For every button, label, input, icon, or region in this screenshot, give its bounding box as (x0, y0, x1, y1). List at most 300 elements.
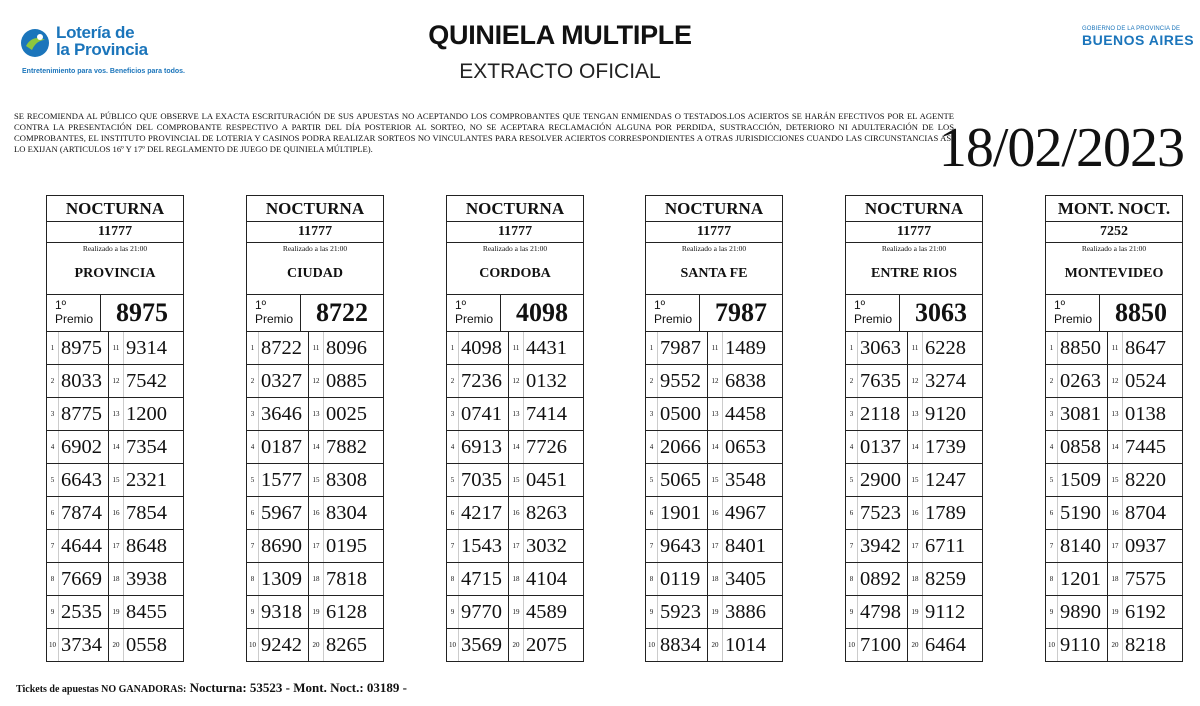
result-number: 7523 (858, 497, 908, 529)
result-number: 8704 (1125, 502, 1166, 524)
first-prize (247, 295, 383, 332)
result-number: 4217 (459, 497, 509, 529)
position-number: 12 (908, 365, 923, 397)
draw-time: Realizado a las 21:00 (881, 244, 947, 253)
position-number: 11 (708, 332, 723, 364)
result-number: 1509 (1058, 464, 1108, 496)
result-number: 0025 (326, 403, 367, 425)
position-number: 8 (47, 563, 59, 595)
position-number: 4 (646, 431, 658, 463)
position-number: 5 (447, 464, 459, 496)
position-number: 16 (509, 497, 524, 529)
position-number: 15 (509, 464, 524, 496)
result-number: 9552 (658, 365, 708, 397)
result-row (846, 629, 982, 661)
result-number: 8722 (259, 332, 309, 364)
result-row (1046, 497, 1182, 530)
draw-name: NOCTURNA (447, 196, 583, 222)
result-number: 7575 (1125, 568, 1166, 590)
result-row (247, 464, 383, 497)
result-number: 0937 (1125, 535, 1166, 557)
position-number: 2 (846, 365, 858, 397)
position-number: 11 (309, 332, 324, 364)
position-number: 13 (509, 398, 524, 430)
draw-number: 11777 (47, 222, 183, 243)
result-row (47, 629, 183, 661)
position-number: 1 (447, 332, 459, 364)
result-number: 0132 (526, 370, 567, 392)
position-number: 13 (708, 398, 723, 430)
position-number: 13 (109, 398, 124, 430)
position-number: 2 (247, 365, 259, 397)
result-number: 2066 (658, 431, 708, 463)
position-number: 18 (109, 563, 124, 595)
result-number: 1247 (925, 469, 966, 491)
result-number: 0119 (658, 563, 708, 595)
result-number: 0451 (526, 469, 567, 491)
position-number: 3 (47, 398, 59, 430)
position-number: 13 (1108, 398, 1123, 430)
result-number: 0524 (1125, 370, 1166, 392)
result-row (1046, 629, 1182, 661)
first-prize-label: 1º Premio (1046, 295, 1100, 331)
position-number: 2 (447, 365, 459, 397)
result-row (247, 596, 383, 629)
position-number: 15 (109, 464, 124, 496)
first-prize (1046, 295, 1182, 332)
draw-number: 11777 (447, 222, 583, 243)
result-row (846, 431, 982, 464)
result-number: 0741 (459, 398, 509, 430)
position-number: 6 (846, 497, 858, 529)
draw-name: NOCTURNA (47, 196, 183, 222)
first-prize-value: 3063 (915, 298, 967, 327)
draw-number: 7252 (1046, 222, 1182, 243)
position-number: 14 (509, 431, 524, 463)
result-number: 3032 (526, 535, 567, 557)
position-number: 7 (646, 530, 658, 562)
result-number: 9112 (925, 601, 966, 623)
position-number: 6 (247, 497, 259, 529)
position-number: 4 (1046, 431, 1058, 463)
result-row (846, 497, 982, 530)
footer (16, 680, 407, 696)
result-number: 3063 (858, 332, 908, 364)
result-number: 5065 (658, 464, 708, 496)
result-number: 0892 (858, 563, 908, 595)
position-number: 1 (247, 332, 259, 364)
draw-time: Realizado a las 21:00 (681, 244, 747, 253)
first-prize-value: 8975 (116, 298, 168, 327)
position-number: 7 (447, 530, 459, 562)
position-number: 8 (447, 563, 459, 595)
result-row (447, 365, 583, 398)
first-prize (846, 295, 982, 332)
result-number: 0187 (259, 431, 309, 463)
position-number: 12 (708, 365, 723, 397)
result-number: 1201 (1058, 563, 1108, 595)
position-number: 18 (1108, 563, 1123, 595)
position-number: 15 (309, 464, 324, 496)
result-number: 8096 (326, 337, 367, 359)
draw-number: 11777 (646, 222, 782, 243)
position-number: 4 (47, 431, 59, 463)
result-number: 3569 (459, 629, 509, 661)
position-number: 9 (646, 596, 658, 628)
results-column (645, 195, 783, 662)
position-number: 7 (846, 530, 858, 562)
result-row (447, 596, 583, 629)
result-number: 4104 (526, 568, 567, 590)
position-number: 18 (908, 563, 923, 595)
result-number: 0263 (1058, 365, 1108, 397)
position-number: 16 (708, 497, 723, 529)
result-row (1046, 398, 1182, 431)
result-row (247, 629, 383, 661)
result-number: 6643 (59, 464, 109, 496)
page-title: QUINIELA MULTIPLE (428, 20, 692, 50)
position-number: 20 (708, 629, 723, 661)
result-row (47, 530, 183, 563)
draw-time: Realizado a las 21:00 (1081, 244, 1147, 253)
result-number: 7100 (858, 629, 908, 661)
position-number: 12 (509, 365, 524, 397)
result-number: 8140 (1058, 530, 1108, 562)
result-number: 8775 (59, 398, 109, 430)
position-number: 2 (47, 365, 59, 397)
position-number: 10 (47, 629, 59, 661)
position-number: 1 (846, 332, 858, 364)
position-number: 7 (47, 530, 59, 562)
first-prize (646, 295, 782, 332)
result-row (646, 596, 782, 629)
result-number: 6913 (459, 431, 509, 463)
result-row (247, 431, 383, 464)
logo-line1: Lotería de (56, 23, 135, 42)
result-row (247, 398, 383, 431)
position-number: 17 (708, 530, 723, 562)
results-column (1045, 195, 1183, 662)
first-prize-value: 8722 (316, 298, 368, 327)
result-row (1046, 563, 1182, 596)
result-row (646, 629, 782, 661)
position-number: 14 (708, 431, 723, 463)
position-number: 11 (109, 332, 124, 364)
first-prize-label: 1º Premio (247, 295, 301, 331)
result-number: 0885 (326, 370, 367, 392)
result-row (1046, 464, 1182, 497)
position-number: 14 (309, 431, 324, 463)
position-number: 20 (1108, 629, 1123, 661)
result-number: 9314 (126, 337, 167, 359)
results-column (246, 195, 384, 662)
result-number: 3938 (126, 568, 167, 590)
result-row (447, 464, 583, 497)
result-row (47, 398, 183, 431)
draw-time: Realizado a las 21:00 (282, 244, 348, 253)
first-prize-label: 1º Premio (646, 295, 700, 331)
result-number: 8401 (725, 535, 766, 557)
result-row (846, 332, 982, 365)
result-number: 0138 (1125, 403, 1166, 425)
first-prize-label: 1º Premio (47, 295, 101, 331)
position-number: 5 (247, 464, 259, 496)
result-number: 6711 (925, 535, 966, 557)
result-number: 3081 (1058, 398, 1108, 430)
result-number: 7854 (126, 502, 167, 524)
result-number: 6902 (59, 431, 109, 463)
result-number: 5967 (259, 497, 309, 529)
first-prize-label: 1º Premio (447, 295, 501, 331)
draw-time: Realizado a las 21:00 (482, 244, 548, 253)
position-number: 18 (708, 563, 723, 595)
position-number: 3 (247, 398, 259, 430)
result-row (447, 530, 583, 563)
position-number: 2 (646, 365, 658, 397)
logo-line2: la Provincia (56, 40, 148, 59)
position-number: 10 (646, 629, 658, 661)
position-number: 9 (846, 596, 858, 628)
position-number: 7 (247, 530, 259, 562)
first-prize-value: 8850 (1115, 298, 1167, 327)
position-number: 1 (646, 332, 658, 364)
position-number: 5 (47, 464, 59, 496)
result-number: 9770 (459, 596, 509, 628)
result-number: 3734 (59, 629, 109, 661)
position-number: 3 (447, 398, 459, 430)
result-row (247, 563, 383, 596)
result-number: 1789 (925, 502, 966, 524)
result-row (447, 332, 583, 365)
draw-name: NOCTURNA (846, 196, 982, 222)
result-number: 6128 (326, 601, 367, 623)
position-number: 16 (1108, 497, 1123, 529)
result-number: 8975 (59, 332, 109, 364)
result-number: 7354 (126, 436, 167, 458)
draw-date: 18/02/2023 (938, 117, 1184, 179)
result-number: 7669 (59, 563, 109, 595)
position-number: 11 (509, 332, 524, 364)
position-number: 8 (247, 563, 259, 595)
result-number: 7035 (459, 464, 509, 496)
logo-tagline: Entretenimiento para vos. Beneficios para todos. (22, 68, 185, 75)
result-row (1046, 596, 1182, 629)
result-row (447, 497, 583, 530)
position-number: 19 (109, 596, 124, 628)
result-number: 0195 (326, 535, 367, 557)
draw-number: 11777 (247, 222, 383, 243)
result-number: 4098 (459, 332, 509, 364)
result-number: 2900 (858, 464, 908, 496)
result-number: 4644 (59, 530, 109, 562)
result-row (47, 497, 183, 530)
jurisdiction-name: CORDOBA (447, 254, 583, 295)
result-number: 3274 (925, 370, 966, 392)
first-prize-value: 4098 (516, 298, 568, 327)
result-number: 4458 (725, 403, 766, 425)
position-number: 18 (309, 563, 324, 595)
result-row (646, 464, 782, 497)
position-number: 16 (309, 497, 324, 529)
result-number: 8455 (126, 601, 167, 623)
jurisdiction-name: SANTA FE (646, 254, 782, 295)
position-number: 17 (109, 530, 124, 562)
position-number: 1 (1046, 332, 1058, 364)
position-number: 6 (447, 497, 459, 529)
result-number: 7874 (59, 497, 109, 529)
result-number: 8690 (259, 530, 309, 562)
position-number: 17 (309, 530, 324, 562)
position-number: 9 (47, 596, 59, 628)
first-prize-value: 7987 (715, 298, 767, 327)
result-row (47, 365, 183, 398)
result-number: 8033 (59, 365, 109, 397)
position-number: 11 (1108, 332, 1123, 364)
result-number: 0653 (725, 436, 766, 458)
position-number: 12 (109, 365, 124, 397)
result-number: 9110 (1058, 629, 1108, 661)
result-number: 1309 (259, 563, 309, 595)
position-number: 19 (1108, 596, 1123, 628)
position-number: 6 (47, 497, 59, 529)
result-number: 7542 (126, 370, 167, 392)
result-number: 8648 (126, 535, 167, 557)
position-number: 3 (646, 398, 658, 430)
position-number: 20 (309, 629, 324, 661)
position-number: 20 (908, 629, 923, 661)
result-row (646, 431, 782, 464)
position-number: 19 (908, 596, 923, 628)
footer-label: Tickets de apuestas NO GANADORAS: (16, 684, 187, 695)
result-number: 7726 (526, 436, 567, 458)
result-row (846, 365, 982, 398)
result-row (47, 332, 183, 365)
result-row (1046, 431, 1182, 464)
result-row (646, 365, 782, 398)
draw-name: NOCTURNA (247, 196, 383, 222)
result-number: 9120 (925, 403, 966, 425)
position-number: 5 (1046, 464, 1058, 496)
position-number: 13 (908, 398, 923, 430)
position-number: 15 (908, 464, 923, 496)
result-row (447, 398, 583, 431)
position-number: 16 (109, 497, 124, 529)
result-row (646, 563, 782, 596)
results-column (46, 195, 184, 662)
draw-name: MONT. NOCT. (1046, 196, 1182, 222)
result-number: 7635 (858, 365, 908, 397)
result-row (47, 596, 183, 629)
result-number: 8218 (1125, 634, 1166, 656)
first-prize (447, 295, 583, 332)
position-number: 5 (846, 464, 858, 496)
result-number: 8220 (1125, 469, 1166, 491)
result-number: 1901 (658, 497, 708, 529)
position-number: 12 (1108, 365, 1123, 397)
position-number: 15 (708, 464, 723, 496)
result-row (846, 464, 982, 497)
position-number: 9 (447, 596, 459, 628)
result-row (846, 563, 982, 596)
position-number: 19 (309, 596, 324, 628)
result-number: 4967 (725, 502, 766, 524)
result-number: 6838 (725, 370, 766, 392)
result-number: 8263 (526, 502, 567, 524)
position-number: 8 (646, 563, 658, 595)
position-number: 17 (1108, 530, 1123, 562)
position-number: 20 (509, 629, 524, 661)
position-number: 15 (1108, 464, 1123, 496)
position-number: 12 (309, 365, 324, 397)
result-number: 3646 (259, 398, 309, 430)
result-number: 0500 (658, 398, 708, 430)
result-number: 4589 (526, 601, 567, 623)
position-number: 9 (1046, 596, 1058, 628)
result-number: 1489 (725, 337, 766, 359)
result-number: 8308 (326, 469, 367, 491)
result-number: 1739 (925, 436, 966, 458)
position-number: 13 (309, 398, 324, 430)
result-number: 4798 (858, 596, 908, 628)
footer-text: Nocturna: 53523 - Mont. Noct.: 03189 - (189, 680, 407, 695)
result-row (247, 497, 383, 530)
result-number: 0327 (259, 365, 309, 397)
position-number: 4 (247, 431, 259, 463)
result-row (646, 530, 782, 563)
position-number: 5 (646, 464, 658, 496)
result-row (447, 431, 583, 464)
result-row (1046, 365, 1182, 398)
position-number: 17 (908, 530, 923, 562)
first-prize-label: 1º Premio (846, 295, 900, 331)
result-row (1046, 332, 1182, 365)
draw-name: NOCTURNA (646, 196, 782, 222)
result-row (646, 398, 782, 431)
result-number: 3548 (725, 469, 766, 491)
position-number: 19 (708, 596, 723, 628)
position-number: 7 (1046, 530, 1058, 562)
result-row (846, 398, 982, 431)
jurisdiction-name: PROVINCIA (47, 254, 183, 295)
draw-number: 11777 (846, 222, 982, 243)
result-number: 5923 (658, 596, 708, 628)
result-number: 7987 (658, 332, 708, 364)
result-number: 8259 (925, 568, 966, 590)
result-number: 2118 (858, 398, 908, 430)
result-number: 1543 (459, 530, 509, 562)
result-number: 9242 (259, 629, 309, 661)
position-number: 20 (109, 629, 124, 661)
result-number: 4715 (459, 563, 509, 595)
result-row (646, 332, 782, 365)
result-number: 6464 (925, 634, 966, 656)
position-number: 8 (846, 563, 858, 595)
result-number: 7414 (526, 403, 567, 425)
position-number: 4 (846, 431, 858, 463)
result-number: 4431 (526, 337, 567, 359)
result-number: 5190 (1058, 497, 1108, 529)
result-number: 1577 (259, 464, 309, 496)
result-number: 3886 (725, 601, 766, 623)
position-number: 4 (447, 431, 459, 463)
position-number: 8 (1046, 563, 1058, 595)
position-number: 2 (1046, 365, 1058, 397)
position-number: 10 (247, 629, 259, 661)
result-number: 8647 (1125, 337, 1166, 359)
result-row (1046, 530, 1182, 563)
first-prize (47, 295, 183, 332)
result-number: 2321 (126, 469, 167, 491)
